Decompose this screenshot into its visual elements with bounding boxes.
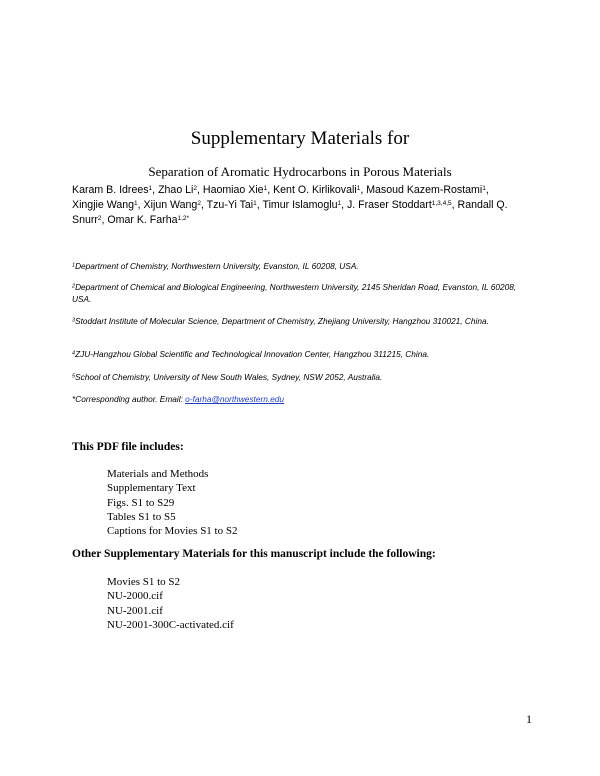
author: Zhao Li$^2$, xyxy=(158,184,203,196)
includes-heading: This PDF file includes: xyxy=(72,441,184,453)
paper-title: Separation of Aromatic Hydrocarbons in Porous Materials xyxy=(148,164,452,179)
list-item: Supplementary Text xyxy=(107,482,196,495)
list-item: Materials and Methods xyxy=(107,468,209,480)
author: Haomiao Xie$^1$, xyxy=(202,184,274,196)
author: Randall Q. Snurr$^2$, xyxy=(72,199,508,226)
list-item: NU-2001.cif xyxy=(107,604,163,617)
list-item: Movies S1 to S2 xyxy=(107,576,181,588)
affiliation: $^5$School of Chemistry, University of New South Wales, Sydney, NSW 2052, Australia. xyxy=(72,372,383,382)
includes-list xyxy=(107,467,237,538)
other-materials-list xyxy=(107,575,234,632)
corresponding-author: *Corresponding author. Email: o-farha@northwestern.edu xyxy=(72,394,284,404)
author-list xyxy=(72,183,528,228)
affiliation: $^4$ZJU-Hangzhou Global Scientific and Technological Innovation Center, Hangzhou 311215, China. xyxy=(72,349,430,359)
author: Xijun Wang$^2$, xyxy=(143,199,207,211)
list-item: Captions for Movies S1 to S2 xyxy=(107,525,238,538)
author: Masoud Kazem-Rostami$^1$, xyxy=(366,184,489,196)
affiliation: $^3$Stoddart Institute of Molecular Science, Department of Chemistry, Zhejiang University, Hangzhou 310021, China. xyxy=(72,316,489,326)
email-link[interactable]: o-farha@northwestern.edu xyxy=(185,394,284,404)
list-item: NU-2001-300C-activated.cif xyxy=(107,618,234,631)
author: Kent O. Kirlikovali$^1$, xyxy=(273,184,367,196)
list-item: Figs. S1 to S29 xyxy=(107,496,175,509)
author: Karam B. Idrees$^1$, xyxy=(72,184,159,196)
author: J. Fraser Stoddart$^{1,3,4,5}$, xyxy=(346,199,458,211)
author: Xingjie Wang$^1$, xyxy=(72,199,144,211)
author: Omar K. Farha$^{1,2*}$ xyxy=(107,214,190,226)
document-title: Supplementary Materials for xyxy=(190,128,410,149)
page-number: 1 xyxy=(526,712,532,726)
affiliation: $^1$Department of Chemistry, Northwestern University, Evanston, IL 60208, USA. xyxy=(72,261,359,271)
list-item: NU-2000.cif xyxy=(107,590,163,603)
list-item: Tables S1 to S5 xyxy=(107,510,176,523)
affiliation: $^2$Department of Chemical and Biological Engineering, Northwestern University, 2145 Sheridan Road, Evanston, IL 60208, USA. xyxy=(72,282,517,304)
author: Timur Islamoglu$^1$, xyxy=(262,199,347,211)
other-materials-heading: Other Supplementary Materials for this manuscript include the following: xyxy=(72,548,436,560)
author: Tzu-Yi Tai$^1$, xyxy=(206,199,263,211)
